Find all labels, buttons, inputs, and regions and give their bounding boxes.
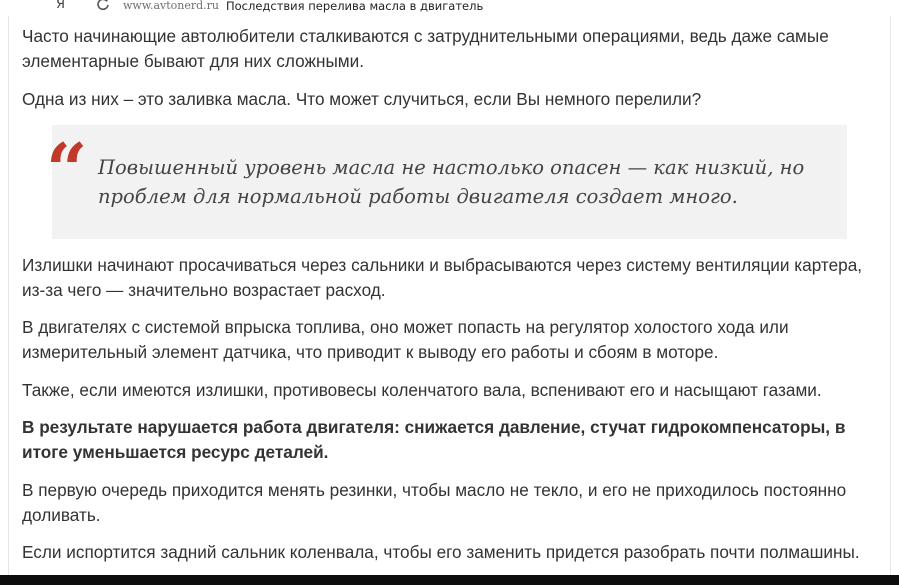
bottom-bar [0,575,899,585]
blockquote-line: проблем для нормальной работы двигателя создает много. [98,185,738,208]
browser-address-bar[interactable] [0,0,899,16]
left-border [8,16,9,576]
reload-icon[interactable] [96,0,110,11]
paragraph-intro: Часто начинающие автолюбители сталкиваются с затруднительными операциями, ведь даже самые элементарные бывают для них сложными. [22,26,829,71]
paragraph-result-bold: В результате нарушается работа двигателя: снижается давление, стучат гидрокомпенсаторы, в итоге уменьшается ресурс деталей. [22,417,846,462]
paragraph-seals: В первую очередь приходится менять резинки, чтобы масло не текло, и его не приходилось постоянно доливать. [22,480,847,525]
url-domain[interactable]: www.avtonerd.ru [123,0,219,12]
page-title: Последствия перелива масла в двигатель [226,0,484,13]
paragraph-injection: В двигателях с системой впрыска топлива, оно может попасть на регулятор холостого хода или измерительный элемент датчика, что приводит к выводу его работы и сбоям в моторе. [22,317,789,362]
quote-mark-icon: “ [46,127,88,212]
paragraph-rear-seal: Если испортится задний сальник коленвала, чтобы его заменить придется разобрать почти полмашины. [22,542,860,562]
paragraph-crankshaft: Также, если имеются излишки, противовесы коленчатого вала, вспенивают его и насыщают газами. [22,380,822,400]
paragraph-question: Одна из них – это заливка масла. Что может случиться, если Вы немного перелили? [22,89,702,109]
right-border [890,16,891,576]
blockquote-text [98,153,838,211]
yandex-logo-icon[interactable]: Я [56,0,66,12]
paragraph-excess: Излишки начинают просачиваться через сальники и выбрасываются через систему вентиляции картера, из-за чего — значительно возрастает расход. [22,255,863,300]
blockquote-line: Повышенный уровень масла не настолько опасен — как низкий, но [98,156,805,179]
